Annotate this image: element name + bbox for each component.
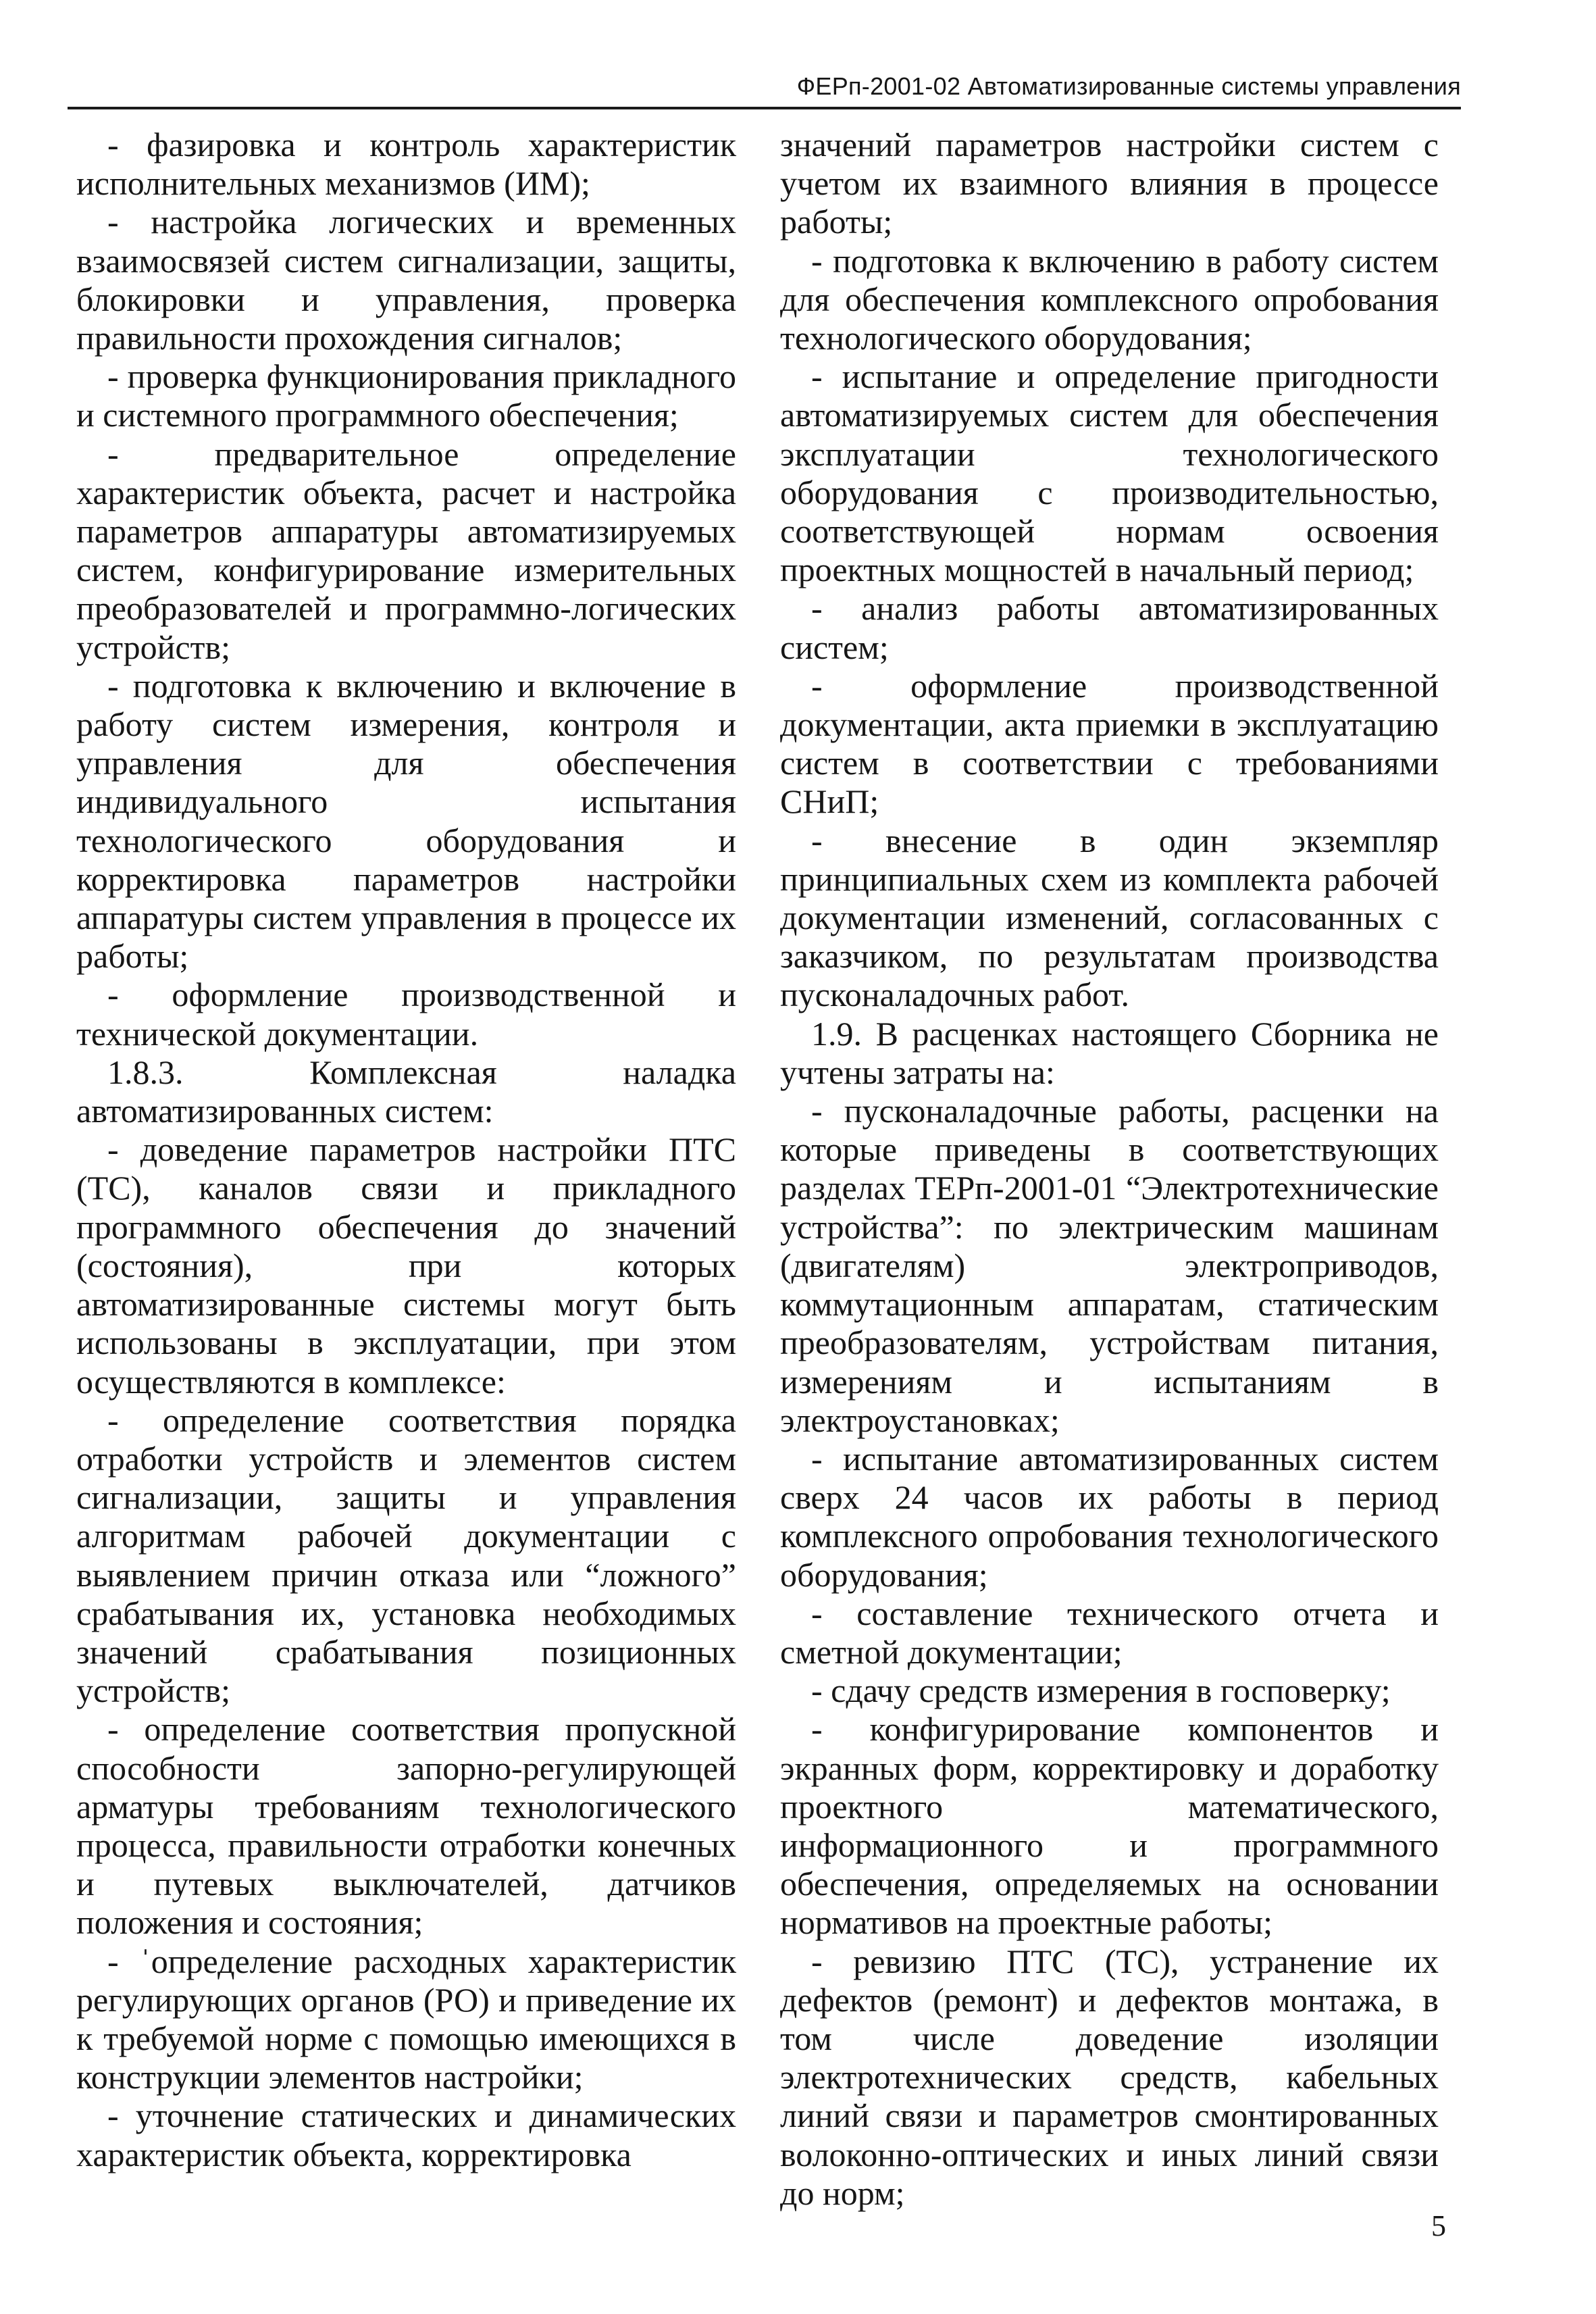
section-heading-1-8-3: 1.8.3. Комплексная наладка автоматизированных систем: [76,1053,736,1130]
header-rule [68,107,1461,109]
left-paragraph: - оформление производственной и технической документации. [76,976,736,1053]
left-paragraph: - подготовка к включению и включение в работу систем измерения, контроля и управления для обеспечения индивидуального испытания технологического оборудования и корректировка параметров настройки аппаратуры систем управления в процессе их работы; [76,666,736,976]
left-paragraph: - ˈопределение расходных характеристик регулирующих органов (РО) и приведение их к требуемой норме с помощью имеющихся в конструкции элементов настройки; [76,1942,736,2096]
right-paragraph: - пусконаладочные работы, расценки на которые приведены в соответствующих разделах ТЕРп-2001-01 “Электротехнические устройства”: по электрическим машинам (двигателям) электроприводов, коммутационным аппаратам, статическим преобразователям, устройствам питания, измерениям и испытаниям в электроустановках; [780,1092,1439,1439]
right-paragraph: - сдачу средств измерения в госповерку; [811,1671,1391,1710]
right-column [780,126,1439,2213]
right-paragraph: - внесение в один экземпляр принципиальных схем из комплекта рабочей документации изменений, согласованных с заказчиком, по результатам производства пусконаладочных работ. [780,821,1439,1014]
left-paragraph: - настройка логических и временных взаимосвязей систем сигнализации, защиты, блокировки и управления, проверка правильности прохождения сигналов; [76,203,736,357]
right-paragraph: - испытание автоматизированных систем сверх 24 часов их работы в период комплексного опробования технологического оборудования; [780,1439,1439,1594]
left-paragraph: - фазировка и контроль характеристик исполнительных механизмов (ИМ); [76,126,736,203]
running-header: ФЕРп-2001-02 Автоматизированные системы управления [796,72,1461,100]
left-paragraph: - доведение параметров настройки ПТС (ТС), каналов связи и прикладного программного обеспечения до значений (состояния), при которых автоматизированные системы могут быть использованы в эксплуатации, при этом осуществляются в комплексе: [76,1130,736,1401]
left-paragraph: - определение соответствия пропускной способности запорно-регулирующей арматуры требованиям технологического процесса, правильности отработки конечных и путевых выключателей, датчиков положения и состояния; [76,1710,736,1942]
page-number: 5 [1431,2209,1446,2242]
left-paragraph: - проверка функционирования прикладного и системного программного обеспечения; [76,357,736,434]
right-paragraph: - испытание и определение пригодности автоматизируемых систем для обеспечения эксплуатации технологического оборудования с производительностью, соответствующей нормам освоения проектных мощностей в начальный период; [780,357,1439,589]
right-paragraph: - подготовка к включению в работу систем для обеспечения комплексного опробования технологического оборудования; [780,241,1439,357]
right-paragraph: - конфигурирование компонентов и экранных форм, корректировку и доработку проектного математического, информационного и программного обеспечения, определяемых на основании нормативов на проектные работы; [780,1710,1439,1942]
right-paragraph: - анализ работы автоматизированных систем; [780,589,1439,666]
left-paragraph: - определение соответствия порядка отработки устройств и элементов систем сигнализации, защиты и управления алгоритмам рабочей документации с выявлением причин отказа или “ложного” срабатывания их, установка необходимых значений срабатывания позиционных устройств; [76,1401,736,1710]
right-paragraph: - оформление производственной документации, акта приемки в эксплуатацию систем в соответствии с требованиями СНиП; [780,666,1439,821]
left-paragraph: - предварительное определение характеристик объекта, расчет и настройка параметров аппаратуры автоматизируемых систем, конфигурирование измерительных преобразователей и программно-логических устройств; [76,434,736,666]
right-paragraph: - ревизию ПТС (ТС), устранение их дефектов (ремонт) и дефектов монтажа, в том числе доведение изоляции электротехнических средств, кабельных линий связи и параметров смонтированных волоконно-оптических и иных линий связи до норм; [780,1942,1439,2212]
right-paragraph: - составление технического отчета и сметной документации; [780,1594,1439,1671]
left-column [76,126,736,2174]
section-heading-1-9: 1.9. В расценках настоящего Сборника не учтены затраты на: [780,1014,1439,1091]
left-paragraph: - уточнение статических и динамических характеристик объекта, корректировка [76,2096,736,2173]
right-paragraph-continuation: значений параметров настройки систем с учетом их взаимного влияния в процессе работы; [780,126,1439,241]
